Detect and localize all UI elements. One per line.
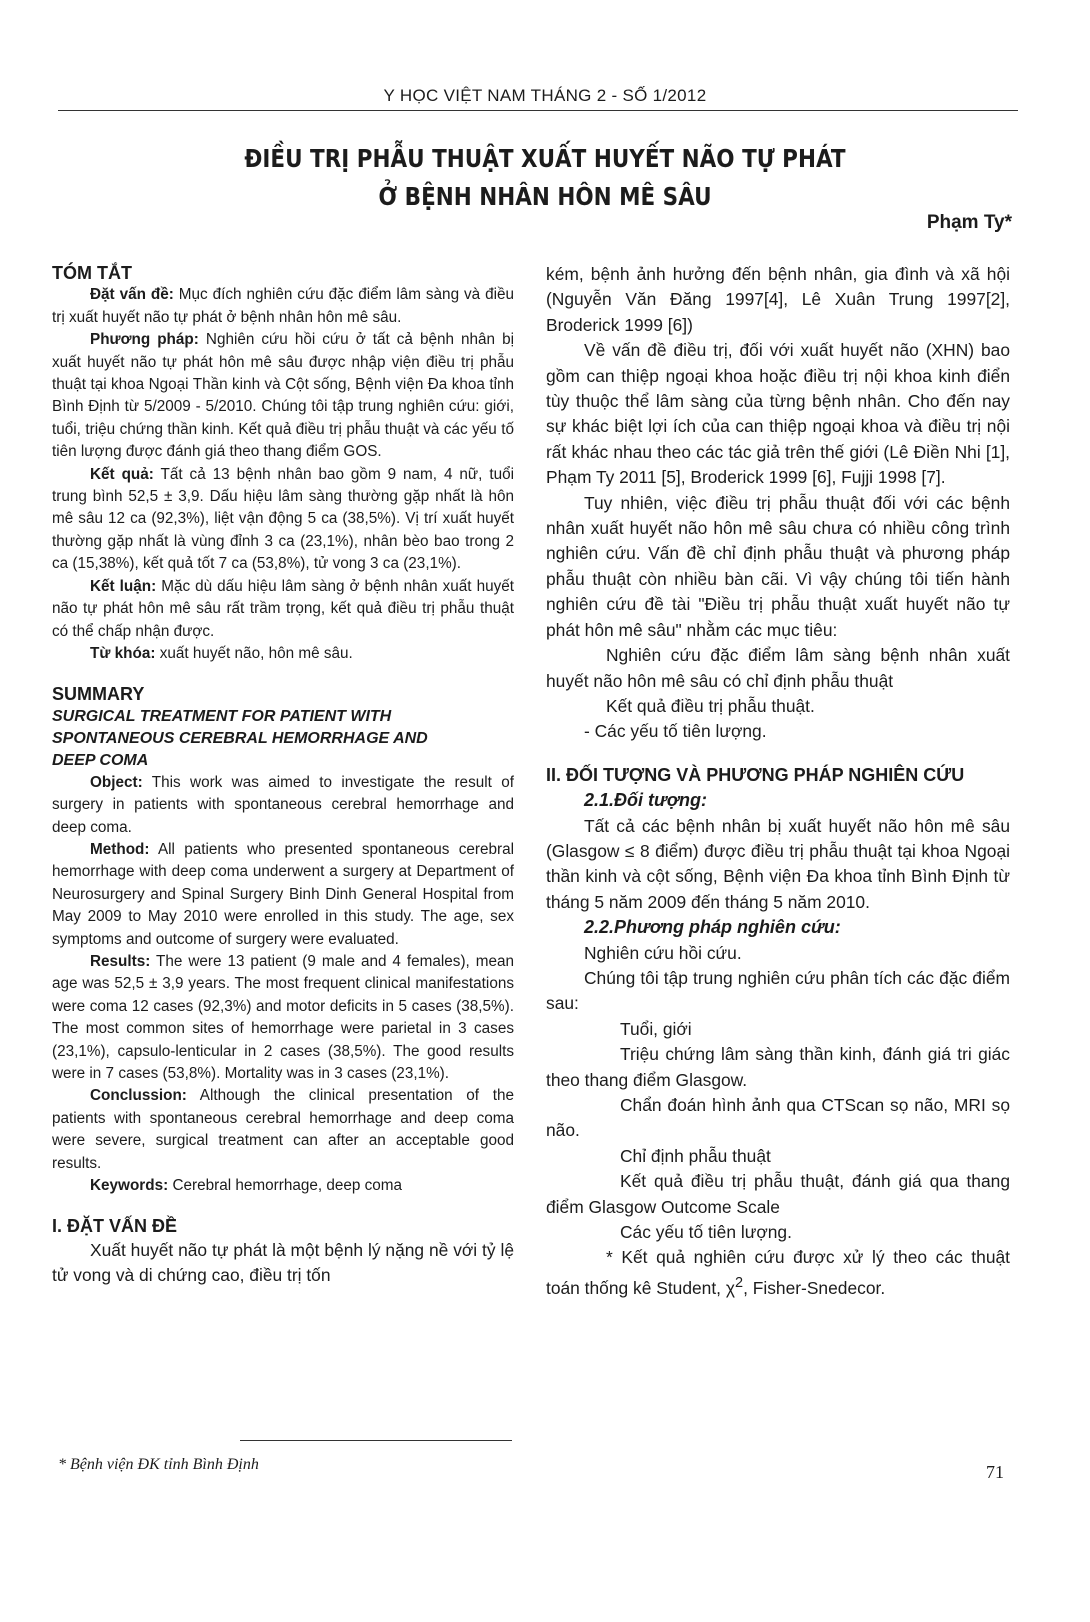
intro-goal-1: Nghiên cứu đặc điểm lâm sàng bệnh nhân xuất huyết não hôn mê sâu có chỉ định phẫu thuật [546, 645, 1010, 691]
abstract-heading: TÓM TẮT [52, 263, 132, 283]
label: Kết quả: [90, 465, 154, 483]
summary-conclusion [52, 1085, 514, 1175]
intro-paragraph-2: Về vấn đề điều trị, đối với xuất huyết não (XHN) bao gồm can thiệp ngoại khoa hoặc điều trị nội khoa kinh điển tùy thuộc thể lâm sàng của từng bệnh nhân. Cho đến nay sự khác biệt lợi ích của can thiệp ngoại khoa và điều trị nội rất khác nhau theo các tác giả trên thế giới (Lê Điền Nhi [1], Phạm Ty 2011 [5], Broderick 1999 [6], Fujji 1998 [7]. [546, 340, 1010, 488]
label: Method: [90, 840, 150, 858]
label: Từ khóa: [90, 644, 156, 662]
summary-object [52, 772, 514, 839]
text: Although the clinical presentation of the patients with spontaneous cerebral hemorrhage and deep coma were severe, surgical treatment can after an acceptable good results. [52, 1087, 514, 1172]
author: Phạm Ty* [926, 212, 1012, 233]
running-header: Y HỌC VIỆT NAM THÁNG 2 - SỐ 1/2012 [383, 86, 707, 105]
text: * Kết quả nghiên cứu được xử lý theo các thuật toán thống kê Student, χ [546, 1247, 1010, 1298]
summary-title-2: SPONTANEOUS CEREBRAL HEMORRHAGE AND [52, 729, 428, 747]
methods-item: Triệu chứng lâm sàng thần kinh, đánh giá tri giác theo thang điểm Glasgow. [546, 1044, 1010, 1090]
methods-item: Tuổi, giới [620, 1018, 692, 1039]
left-column [52, 262, 514, 1288]
title-line-1: ĐIỀU TRỊ PHẪU THUẬT XUẤT HUYẾT NÃO TỰ PHÁT [244, 144, 846, 173]
intro-goal-2: Kết quả điều trị phẫu thuật. [606, 695, 815, 716]
label: Results: [90, 952, 151, 970]
intro-paragraph-cont: kém, bệnh ảnh hưởng đến bệnh nhân, gia đình và xã hội (Nguyễn Văn Đăng 1997[4], Lê Xuân Trung 1997[2], Broderick 1999 [6]) [546, 264, 1010, 335]
intro-paragraph-3: Tuy nhiên, việc điều trị phẫu thuật đối với các bệnh nhân xuất huyết não hôn mê sâu chưa có nhiều công trình nghiên cứu. Vấn đề chỉ định phẫu thuật và phương pháp phẫu thuật còn nhiều bàn cãi. Vì vậy chúng tôi tiến hành nghiên cứu đề tài "Điều trị phẫu thuật xuất huyết não tự phát hôn mê sâu" nhằm các mục tiêu: [546, 492, 1010, 640]
title-line-2: Ở BỆNH NHÂN HÔN MÊ SÂU [378, 182, 712, 211]
text: This work was aimed to investigate the result of surgery in patients with spontaneous cerebral hemorrhage and deep coma. [52, 773, 514, 836]
methods-item: Chỉ định phẫu thuật [620, 1145, 771, 1166]
label: Đặt vấn đề: [90, 286, 174, 304]
methods-subjects: Tất cả các bệnh nhân bị xuất huyết não hôn mê sâu (Glasgow ≤ 8 điểm) được điều trị phẫu thuật tại khoa Ngoại thần kinh và cột sống, Bệnh viện Đa khoa tỉnh Bình Định từ tháng 5 năm 2009 đến tháng 5 năm 2010. [546, 815, 1010, 912]
page-number: 71 [986, 1462, 1004, 1482]
text: All patients who presented spontaneous cerebral hemorrhage with deep coma underwent a surgery at Department of Neurosurgery and Spinal Surgery Binh Dinh General Hospital from May 2009 to May 2010 were enrolled in this study. The age, sex symptoms and outcome of surgery were evaluated. [52, 840, 515, 948]
text: The were 13 patient (9 male and 4 females), mean age was 52,5 ± 3,9 years. The most frequent clinical manifestations were coma 12 cases (92,3%) and motor deficits in 5 cases (38,5%). The most common sites of hemorrhage were parietal in 3 cases (23,1%), capsulo-lenticular in 2 cases (38,5%). The good results were in 7 cases (53,8%). Mortality was in 3 cases (23,1%). [52, 952, 514, 1082]
intro-paragraph-start: Xuất huyết não tự phát là một bệnh lý nặng nề với tỷ lệ tử vong và di chứng cao, điều trị tốn [52, 1239, 514, 1285]
article-title [76, 140, 1013, 216]
methods-item: Kết quả điều trị phẫu thuật, đánh giá qua thang điểm Glasgow Outcome Scale [546, 1171, 1010, 1217]
methods-line-1: Nghiên cứu hồi cứu. [584, 942, 742, 963]
summary-results [52, 951, 514, 1085]
summary-title-1: SURGICAL TREATMENT FOR PATIENT WITH [52, 707, 392, 725]
footnote: * Bệnh viện ĐK tỉnh Bình Định [58, 1456, 259, 1473]
text: xuất huyết não, hôn mê sâu. [159, 644, 353, 662]
label: Phương pháp: [90, 331, 199, 349]
methods-statistics [546, 1245, 1010, 1301]
intro-goal-3: - Các yếu tố tiên lượng. [584, 721, 767, 742]
right-column [546, 262, 1010, 1301]
methods-item: Chẩn đoán hình ảnh qua CTScan sọ não, MRI sọ não. [546, 1095, 1010, 1141]
summary-title-3: DEEP COMA [52, 751, 149, 769]
text: Cerebral hemorrhage, deep coma [172, 1177, 403, 1195]
footnote-rule [240, 1440, 512, 1441]
label: Object: [90, 773, 143, 791]
summary-heading: SUMMARY [52, 684, 145, 705]
text: , Fisher-Snedecor. [743, 1277, 886, 1298]
text: Tất cả 13 bệnh nhân bao gồm 9 nam, 4 nữ, tuổi trung bình 52,5 ± 3,9. Dấu hiệu lâm sàng thường gặp nhất là hôn mê sâu 12 ca (92,3%), liệt vận động 5 ca (38,5%). Vị trí xuất huyết thường gặp nhất là vùng đỉnh 3 ca (23,1%), nhân bèo bao trong 2 ca (15,38%), kết quả tốt 7 ca (53,8%), tử vong 3 ca (23,1%). [52, 465, 514, 573]
methods-line-2: Chúng tôi tập trung nghiên cứu phân tích các đặc điểm sau: [546, 967, 1010, 1014]
abstract-conclusion [52, 576, 514, 643]
summary-method [52, 839, 514, 951]
header-rule [58, 110, 1018, 111]
abstract-methods [52, 329, 514, 463]
text: Mục đích nghiên cứu đặc điểm lâm sàng và điều trị xuất huyết não tự phát ở bệnh nhân hôn mê sâu. [52, 286, 515, 326]
abstract-results [52, 464, 514, 576]
label: Conclussion: [90, 1087, 187, 1105]
label: Keywords: [90, 1177, 169, 1195]
methods-sub-1: 2.1.Đối tượng: [584, 790, 707, 811]
summary-keywords [52, 1175, 514, 1197]
superscript: 2 [734, 1274, 744, 1291]
text: Mặc dù dấu hiệu lâm sàng ở bệnh nhân xuất huyết não tự phát hôn mê sâu rất trầm trọng, kết quả điều trị phẫu thuật có thể chấp nhận được. [52, 577, 514, 640]
methods-sub-2: 2.2.Phương pháp nghiên cứu: [584, 917, 841, 938]
methods-heading: II. ĐỐI TƯỢNG VÀ PHƯƠNG PHÁP NGHIÊN CỨU [546, 764, 965, 785]
methods-item: Các yếu tố tiên lượng. [620, 1222, 792, 1243]
abstract-keywords [52, 643, 514, 665]
text: Nghiên cứu hồi cứu ở tất cả bệnh nhân bị xuất huyết não tự phát hôn mê sâu được nhập viện điều trị phẫu thuật tại khoa Ngoại Thần kinh và Cột sống, Bệnh viện Đa khoa tỉnh Bình Định từ 5/2009 - 5/2010. Chúng tôi tập trung nghiên cứu: giới, tuổi, triệu chứng thần kinh. Kết quả điều trị phẫu thuật và các yếu tố tiên lượng được đánh giá theo thang điểm GOS. [52, 331, 514, 461]
intro-heading: I. ĐẶT VẤN ĐỀ [52, 1216, 178, 1237]
label: Kết luận: [90, 577, 157, 595]
abstract-background [52, 284, 514, 329]
